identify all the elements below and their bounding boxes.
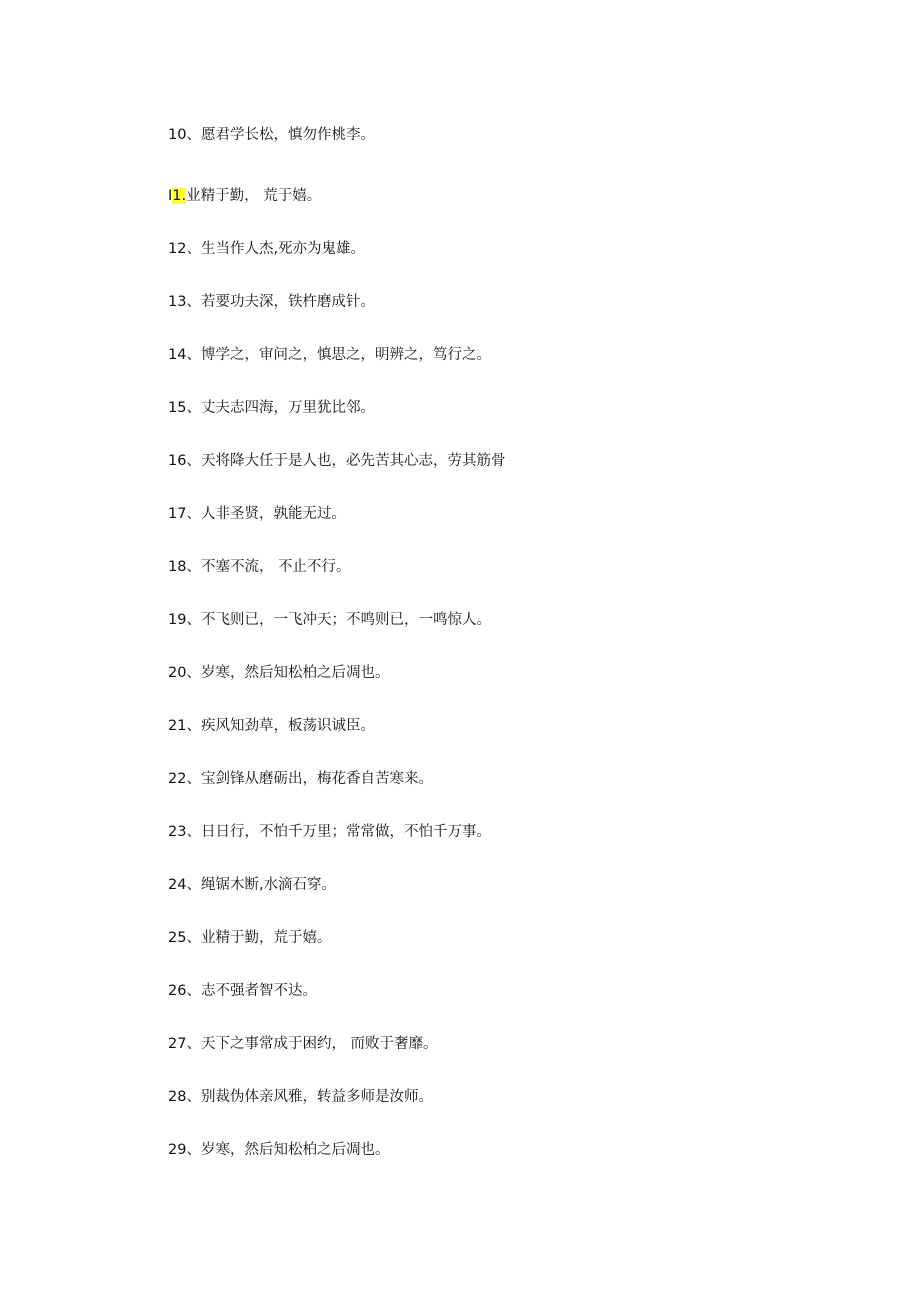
quote-line-14	[168, 342, 768, 395]
quote-line-24	[168, 872, 768, 925]
quote-text: 27、天下之事常成于困约， 而败于奢靡。	[168, 1036, 438, 1052]
quote-line-22	[168, 766, 768, 819]
quote-text: 24、绳锯木断,水滴石穿。	[168, 877, 337, 893]
quote-line-17	[168, 501, 768, 554]
quote-text: 14、博学之，审问之，慎思之，明辨之，笃行之。	[168, 347, 491, 363]
quote-line-12	[168, 236, 768, 289]
quote-text: 12、生当作人杰,死亦为鬼雄。	[168, 241, 366, 257]
quote-text: 20、岁寒，然后知松柏之后凋也。	[168, 665, 390, 681]
quote-line-28	[168, 1084, 768, 1137]
quote-line-19	[168, 607, 768, 660]
quote-text: 17、人非圣贤，孰能无过。	[168, 506, 346, 522]
quote-text: 21、疾风知劲草，板荡识诚臣。	[168, 718, 375, 734]
quote-text: 25、业精于勤，荒于嬉。	[168, 930, 332, 946]
highlighted-number: 1.	[172, 188, 187, 204]
quote-prefix: I	[168, 188, 173, 204]
quote-line-11	[168, 183, 768, 236]
quote-line-18	[168, 554, 768, 607]
quote-text: 16、天将降大任于是人也，必先苦其心志，劳其筋骨	[168, 453, 506, 469]
quote-line-23	[168, 819, 768, 872]
quote-text: 26、志不强者智不达。	[168, 983, 317, 999]
quote-line-10	[168, 122, 768, 183]
quote-text: 13、若要功夫深，铁杵磨成针。	[168, 294, 375, 310]
quote-line-25	[168, 925, 768, 978]
quote-text: 18、不塞不流， 不止不行。	[168, 559, 351, 575]
quote-text: 15、丈夫志四海，万里犹比邻。	[168, 400, 375, 416]
quote-text: 29、岁寒，然后知松柏之后凋也。	[168, 1142, 390, 1158]
quote-line-20	[168, 660, 768, 713]
quote-text: 19、不飞则已，一飞冲天；不鸣则已，一鸣惊人。	[168, 612, 491, 628]
quote-line-13	[168, 289, 768, 342]
quote-list	[168, 122, 768, 1190]
quote-line-27	[168, 1031, 768, 1084]
quote-line-21	[168, 713, 768, 766]
quote-text: 28、别裁伪体亲风雅，转益多师是汝师。	[168, 1089, 433, 1105]
quote-text: 业精于勤， 荒于嬉。	[186, 188, 322, 204]
quote-text: 23、日日行，不怕千万里；常常做，不怕千万事。	[168, 824, 491, 840]
quote-text: 22、宝剑锋从磨砺出，梅花香自苦寒来。	[168, 771, 433, 787]
quote-text: 10、愿君学长松，慎勿作桃李。	[168, 127, 375, 143]
quote-line-29	[168, 1137, 768, 1190]
quote-line-26	[168, 978, 768, 1031]
quote-line-16	[168, 448, 768, 501]
quote-line-15	[168, 395, 768, 448]
